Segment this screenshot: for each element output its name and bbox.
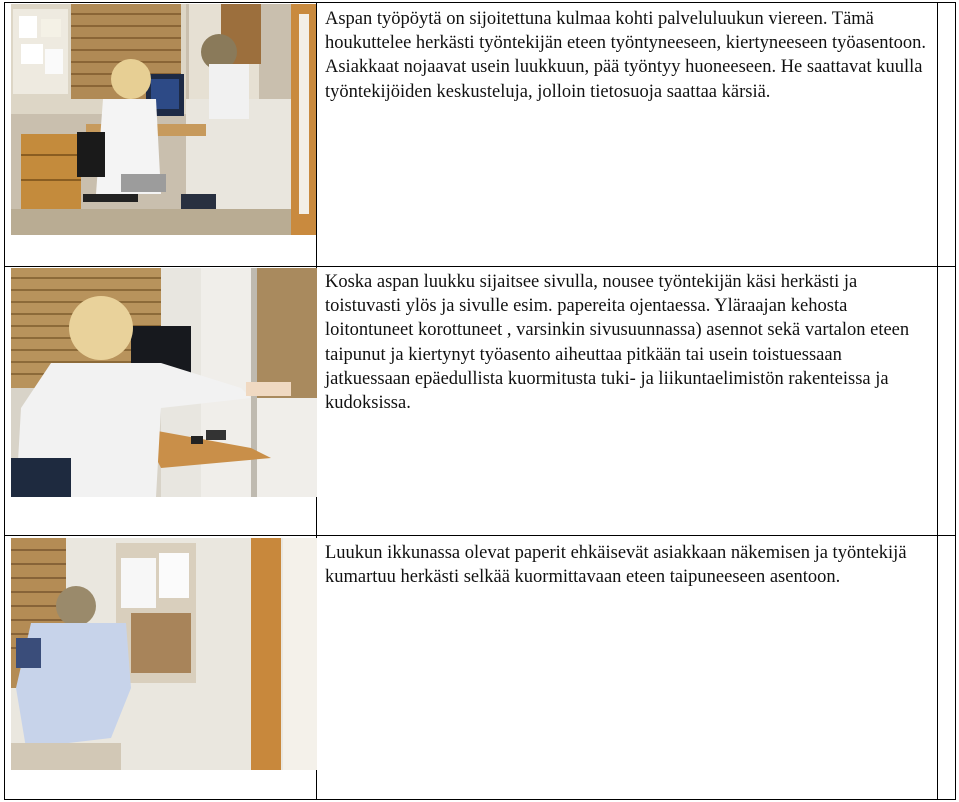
row-2-text: Koska aspan luukku sijaitsee sivulla, nousee työntekijän käsi herkästi ja toistuvasti ylös ja sivulle esim. papereita ojentaessa. Yläraajan kehosta loitontuneet korottuneet , varsinkin sivusuunnassa) asennot sekä vartalon eteen taipunut ja kiertynyt työasento aiheuttaa pitkään tai usein toistuessaan jatkuessaan epäedullista kuormitusta tuki- ja liikuntaelimistön rakenteissa ja kudoksissa.: [325, 272, 910, 414]
row-divider-1: [4, 266, 956, 267]
column-divider-2: [937, 2, 938, 800]
table-border-left: [4, 2, 5, 800]
table-border-right: [955, 2, 956, 800]
table-border-bottom: [4, 799, 956, 800]
row-divider-2: [4, 535, 956, 536]
table-border-top: [4, 2, 956, 3]
row-1-text: Aspan työpöytä on sijoitettuna kulmaa kohti palveluluukun viereen. Tämä houkuttelee herkästi työntekijän eteen työntyneeseen, kiertyneeseen työasentoon. Asiakkaat nojaavat usein luukkuun, pää työntyy huoneeseen. He saattavat kuulla työntekijöiden keskusteluja, jolloin tietosuoja saattaa kärsiä.: [325, 9, 927, 102]
photo-1: [11, 4, 316, 235]
row-3-text: Luukun ikkunassa olevat paperit ehkäisevät asiakkaan näkemisen ja työntekijä kumartuu herkästi selkää kuormittavaan eteen taipuneeseen asentoon.: [325, 543, 907, 588]
photo-3: [11, 538, 317, 770]
photo-2: [11, 268, 317, 497]
